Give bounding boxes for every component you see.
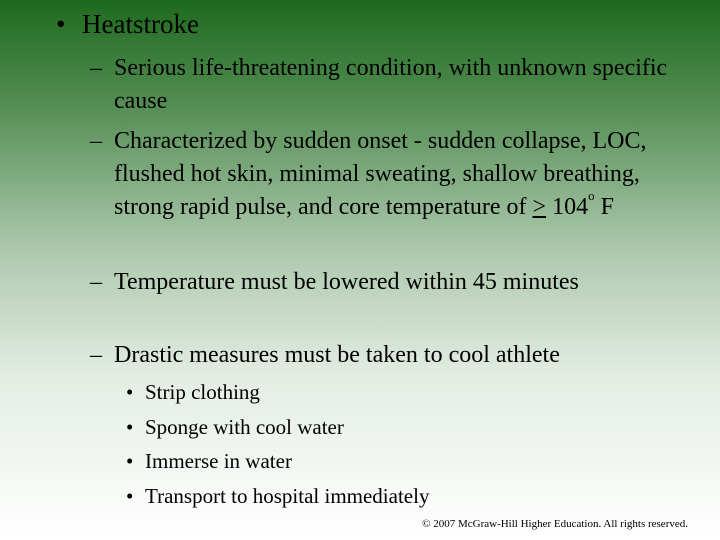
measure-item-text: Strip clothing — [145, 380, 260, 404]
sub-bullet-drastic — [90, 339, 690, 372]
sub-bullet-temperature-text: Temperature must be lowered within 45 minutes — [114, 269, 579, 295]
dash-icon: – — [90, 269, 102, 295]
measure-item-text: Transport to hospital immediately — [145, 484, 430, 508]
sub-bullet-serious — [90, 52, 690, 118]
dash-icon: – — [90, 342, 102, 368]
sub-bullet-characterized-text — [114, 125, 690, 224]
bullet-heatstroke-text: Heatstroke — [82, 9, 199, 39]
sub-bullet-characterized — [90, 125, 690, 224]
greater-equal-symbol: > — [532, 194, 547, 220]
bullet-icon: • — [126, 415, 134, 439]
bullet-icon: • — [126, 484, 134, 508]
measure-item-text: Immerse in water — [145, 449, 292, 473]
bullet-icon: • — [126, 449, 134, 473]
characterized-main-text: Characterized by sudden onset - sudden collapse, LOC, flushed hot skin, minimal sweating, shallow breathing, strong rapid pulse, and core temperature of — [114, 128, 647, 220]
dash-icon: – — [90, 55, 102, 81]
temperature-value: 104 — [546, 194, 589, 220]
dash-icon: – — [90, 128, 102, 154]
sub-bullet-serious-text: Serious life-threatening condition, with unknown specific cause — [114, 55, 668, 114]
measure-item-text: Sponge with cool water — [145, 415, 344, 439]
bullet-icon: • — [56, 9, 66, 39]
sub-bullet-drastic-text: Drastic measures must be taken to cool athlete — [114, 342, 560, 368]
degree-symbol: o — [588, 188, 595, 203]
bullet-icon: • — [126, 380, 134, 404]
copyright-footer: © 2007 McGraw-Hill Higher Education. All rights reserved. — [422, 518, 688, 530]
sub-bullet-temperature — [90, 266, 690, 299]
temperature-unit: F — [594, 194, 614, 220]
